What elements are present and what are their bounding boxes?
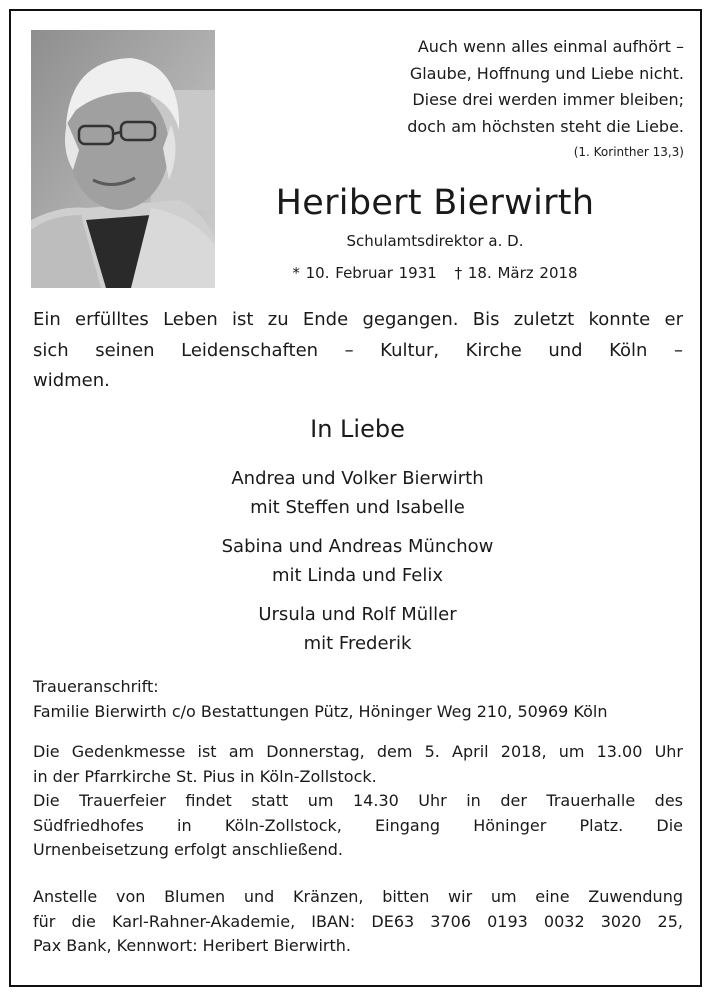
family-group xyxy=(0,600,715,658)
service-line: in der Pfarrkirche St. Pius in Köln-Zollstock. xyxy=(33,766,377,786)
family-line: mit Frederik xyxy=(303,633,412,654)
birth-date: * 10. Februar 1931 xyxy=(292,264,437,282)
donation-info xyxy=(33,885,683,959)
intro-text xyxy=(33,305,683,397)
donation-line: für die Karl-Rahner-Akademie, IBAN: DE63 3706 0193 0032 3020 25, xyxy=(33,911,683,931)
death-date: † 18. März 2018 xyxy=(454,264,578,282)
family-group xyxy=(0,464,715,522)
family-line: Sabina und Andreas Münchow xyxy=(221,536,494,557)
service-info xyxy=(33,740,683,863)
donation-line: Pax Bank, Kennwort: Heribert Bierwirth. xyxy=(33,936,351,956)
verse-line: Glaube, Hoffnung und Liebe nicht. xyxy=(409,63,684,83)
service-line: Die Trauerfeier findet statt um 14.30 Uhr in der Trauerhalle des xyxy=(33,791,683,811)
address-text: Familie Bierwirth c/o Bestattungen Pütz, Höninger Weg 210, 50969 Köln xyxy=(33,701,608,721)
family-group xyxy=(0,532,715,590)
deceased-title: Schulamtsdirektor a. D. xyxy=(346,232,524,250)
family-line: Ursula und Rolf Müller xyxy=(258,604,457,625)
bible-verse xyxy=(304,34,684,164)
family-line: Andrea und Volker Bierwirth xyxy=(231,468,484,489)
intro-line: widmen. xyxy=(33,370,110,391)
love-heading: In Liebe xyxy=(310,415,405,443)
portrait-photo xyxy=(31,30,215,288)
family-line: mit Steffen und Isabelle xyxy=(250,497,465,518)
portrait-image xyxy=(31,30,215,288)
verse-reference: (1. Korinther 13,3) xyxy=(573,145,684,159)
verse-line: doch am höchsten steht die Liebe. xyxy=(407,116,684,136)
service-line: Die Gedenkmesse ist am Donnerstag, dem 5. April 2018, um 13.00 Uhr xyxy=(33,742,683,761)
address-label: Traueranschrift: xyxy=(33,677,159,696)
life-dates xyxy=(230,263,640,283)
deceased-name: Heribert Bierwirth xyxy=(275,183,595,223)
verse-line: Diese drei werden immer bleiben; xyxy=(412,90,684,109)
service-line: Südfriedhofes in Köln-Zollstock, Eingang Höninger Platz. Die xyxy=(33,815,683,835)
family-line: mit Linda und Felix xyxy=(272,565,443,586)
service-line: Urnenbeisetzung erfolgt anschließend. xyxy=(33,840,344,860)
family-list xyxy=(0,464,715,668)
verse-line: Auch wenn alles einmal aufhört – xyxy=(417,37,684,56)
mourning-address xyxy=(33,675,683,724)
intro-line: sich seinen Leidenschaften – Kultur, Kirche und Köln – xyxy=(33,339,683,361)
intro-line: Ein erfülltes Leben ist zu Ende gegangen. Bis zuletzt konnte er xyxy=(33,309,683,330)
donation-line: Anstelle von Blumen und Kränzen, bitten wir um eine Zuwendung xyxy=(33,887,683,906)
